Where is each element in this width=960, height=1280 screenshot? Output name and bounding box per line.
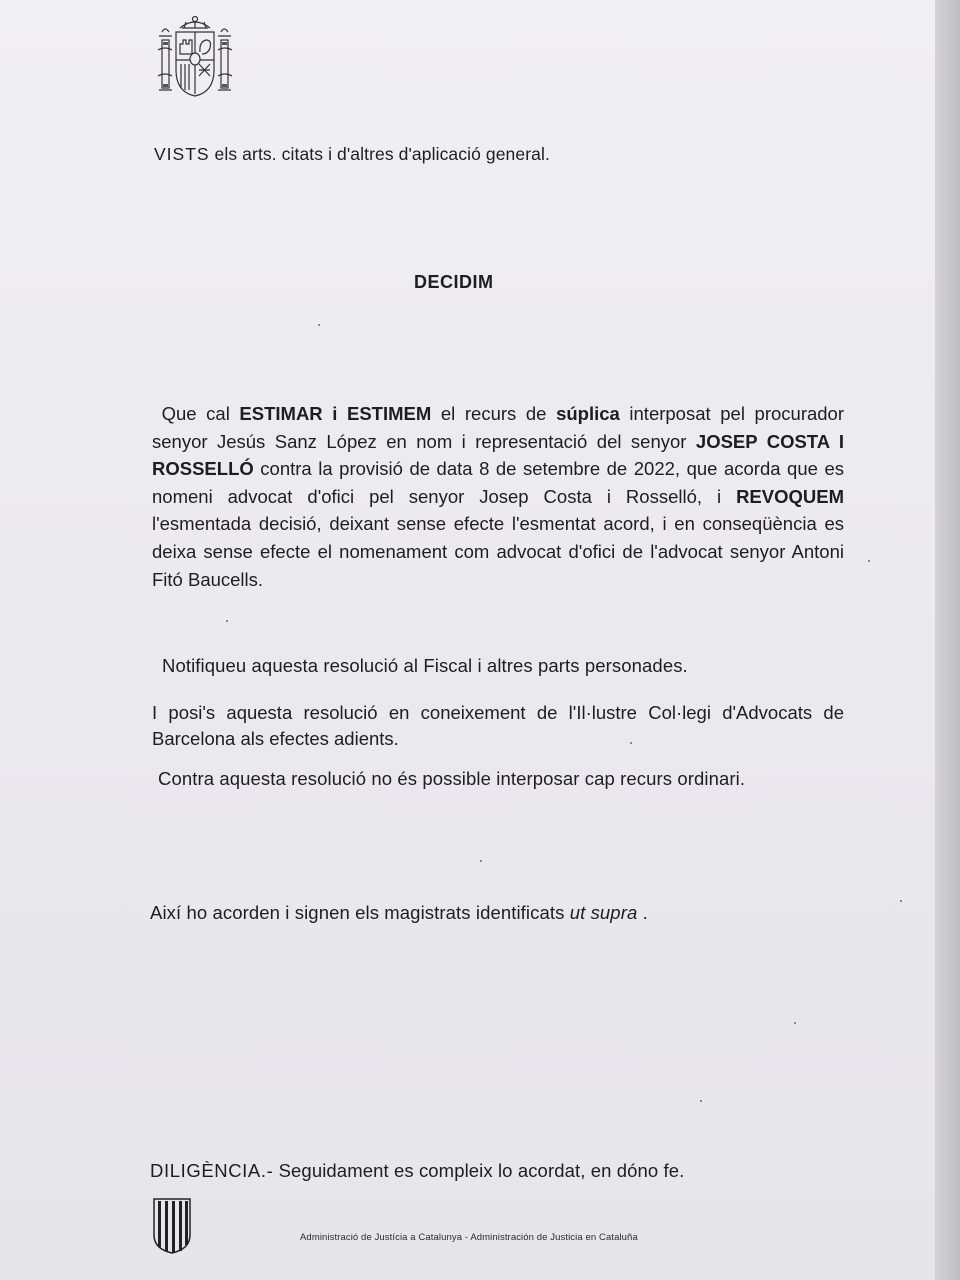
spanish-coat-of-arms-icon bbox=[150, 10, 240, 100]
para-text-2: el recurs de bbox=[431, 403, 557, 424]
paper-speck bbox=[868, 560, 870, 562]
contra-line: Contra aquesta resolució no és possible interposar cap recurs ordinari. bbox=[158, 768, 746, 789]
para-bold-revoquem: REVOQUEM bbox=[736, 485, 844, 507]
paper-speck bbox=[630, 742, 632, 744]
page-edge bbox=[935, 0, 960, 1280]
aixi-italic: ut supra bbox=[569, 902, 638, 923]
paper-speck bbox=[794, 1022, 796, 1024]
decision-heading: DECIDIM bbox=[414, 272, 494, 292]
para-bold-suplica: súplica bbox=[556, 403, 620, 424]
signature-statement bbox=[150, 902, 648, 924]
generalitat-logo-icon bbox=[150, 1195, 194, 1255]
aixi-text: Així ho acorden i signen els magistrats identificats bbox=[150, 902, 570, 923]
main-decision-paragraph bbox=[152, 400, 844, 593]
footer-administration: Administració de Justícia a Catalunya - Administración de Justicia en Cataluña bbox=[300, 1232, 638, 1243]
posi-paragraph: I posi's aquesta resolució en coneixement de l'Il·lustre Col·legi d'Advocats de Barcelona als efectes adients. bbox=[152, 702, 844, 749]
para-text-5: l'esmentada decisió, deixant sense efecte l'esmentat acord, i en conseqüència es deixa sense efecte el nomenament com advocat d'ofici de l'advocat senyor Antoni Fitó Baucells. bbox=[152, 513, 844, 590]
paper-speck bbox=[226, 620, 228, 622]
paper-speck bbox=[480, 860, 482, 862]
paper-speck bbox=[900, 900, 902, 902]
paper-speck bbox=[318, 324, 320, 326]
diligencia-lead: DILIGÈNCIA.- bbox=[150, 1160, 274, 1181]
notification-line: Notifiqueu aquesta resolució al Fiscal i altres parts personades. bbox=[162, 655, 688, 676]
para-bold-name: JOSEP COSTA I ROSSELLÓ bbox=[152, 430, 844, 480]
paper-speck bbox=[700, 1100, 702, 1102]
vists-line bbox=[154, 144, 550, 165]
para-text-4: contra la provisió de data 8 de setembre de 2022, que acorda que es nomeni advocat d'ofici pel senyor Josep Costa i Rosselló, i bbox=[152, 458, 844, 507]
diligencia-line bbox=[150, 1160, 684, 1182]
para-text-3: interposat pel procurador senyor Jesús Sanz López en nom i representació del senyor bbox=[152, 403, 845, 452]
aixi-end: . bbox=[637, 902, 648, 923]
vists-lead: VISTS bbox=[154, 144, 210, 164]
para-text-1: Que cal bbox=[161, 403, 240, 424]
diligencia-text: Seguidament es compleix lo acordat, en dóno fe. bbox=[273, 1160, 685, 1181]
vists-text: els arts. citats i d'altres d'aplicació general. bbox=[214, 144, 550, 164]
para-bold-estimar: ESTIMAR i ESTIMEM bbox=[239, 403, 432, 424]
